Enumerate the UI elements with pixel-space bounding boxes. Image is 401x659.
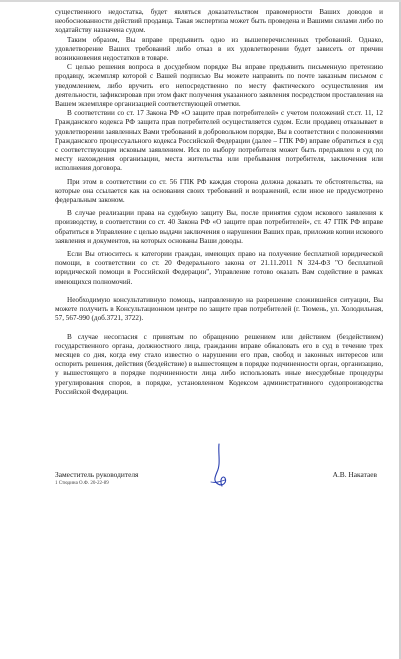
paragraph: Необходимую консультативную помощь, направленную на разрешение сложившейся ситуации, Вы можете получить в Консультационном центре по защите прав потребителей (г. Тюмень, ул. Холодильная, 57, 567-990 (доб.3721, 3722). <box>55 295 383 323</box>
paragraph: Таким образом, Вы вправе предъявить одно из вышеперечисленных требований. Однако, удовлетворение Ваших требований либо отказ в их удовлетворении будет зависеть от причин возникновения недостатков в товаре. <box>55 35 383 63</box>
paragraph: В случае несогласия с принятым по обращению решением или действием (бездействием) государственного органа, должностного лица, гражданин вправе обжаловать его в суд в течение трех месяцев со дня, когда ему стало известно о нарушении его прав, свобод и законных интересов или оспорить решения, действия (бездействие) в вышестоящем в порядке подчиненности орган, организацию, у вышестоящего в порядке подчиненности лица либо использовать иные внесудебные процедуры урегулирования споров, в порядке, установленном Кодексом административного судопроизводства Российской Федерации. <box>55 332 383 396</box>
document-body <box>55 8 383 397</box>
paragraph: Если Вы относитесь к категории граждан, имеющих право на получение бесплатной юридической помощи, в соответствии со ст. 20 Федерального закона от 21.11.2011 N 324-ФЗ "О бесплатной юридической помощи в Российской Федерации", Управление готово оказать Вам содействие в рамках имеющихся полномочий. <box>55 250 383 286</box>
signer-title: Заместитель руководителя <box>55 470 139 479</box>
executor-note: 1 Стюдина О.Ф. 20-22-89 <box>55 481 109 486</box>
paragraph: При этом в соответствии со ст. 56 ГПК РФ каждая сторона должна доказать те обстоятельства, на которые она ссылается как на основания своих требований и возражений, если иное не предусмотрено федеральным законом. <box>55 177 383 205</box>
signature-mark <box>205 442 235 490</box>
signer-name: А.В. Накатаев <box>332 470 377 479</box>
paragraph: С целью решения вопроса в досудебном порядке Вы вправе предъявить письменную претензию продавцу, экземпляр которой с Вашей подписью Вы можете направить по почте заказным письмом с уведомлением, либо вручить его непосредственно по месту фактического осуществления им деятельности, зафиксировав при этом факт получения указанного заявления посредством проставления на Вашем экземпляре организацией соответствующей отметки. <box>55 63 383 109</box>
paragraph: В случае реализации права на судебную защиту Вы, после принятия судом искового заявления к производству, в соответствии со ст. 40 Закона РФ «О защите прав потребителей», ст. 47 ГПК РФ вправе обратиться в Управление с целью выдачи заключения о нарушении Ваших прав, приложив копии искового заявления и документов, на которых основаны Ваши доводы. <box>55 209 383 245</box>
paragraph: В соответствии со ст. 17 Закона РФ «О защите прав потребителей» с учетом положений ст.ст. 11, 12 Гражданского кодекса РФ защита прав потребителей осуществляется судом. Если продавец отказывает в удовлетворении заявленных Вами требований в добровольном порядке, Вы в соответствии с положениями Гражданского процессуального кодекса Российской Федерации (далее – ГПК РФ) вправе обратиться в суд с соответствующим исковым заявлением. Иск по выбору потребителя может быть предъявлен в суд по месту нахождения организации, места жительства или пребывания потребителя, заключения или исполнения договора. <box>55 109 383 173</box>
paragraph: существенного недостатка, будет являться доказательством правомерности Ваших доводов и необоснованности действий продавца. Такая экспертиза может быть проведена и Вашими силами либо по ходатайству назначена судом. <box>55 8 383 35</box>
